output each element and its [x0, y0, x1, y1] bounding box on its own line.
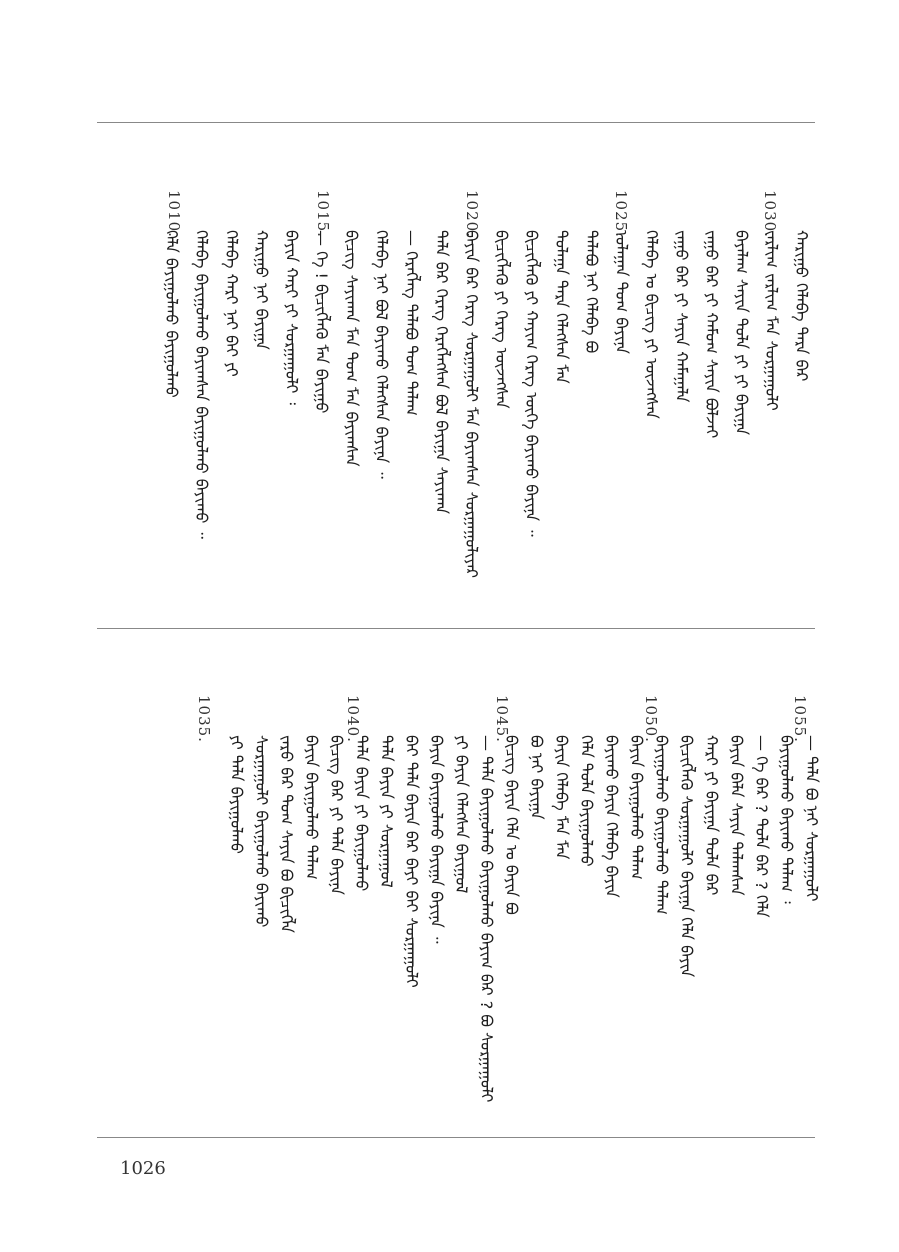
- line-number: 1015.: [314, 190, 332, 238]
- upper-text-panel: [97, 190, 815, 610]
- lower-text-panel: [97, 695, 821, 1115]
- verse-line: ᠪᠠᠶᠢᠨ ᠬᠠᠷᠢ ᠶᠢ ᠰᠤᠷᠭᠠᠭᠤᠯᠢ ᠄: [282, 230, 301, 405]
- verse-line: ᠬᠡᠯᠡᠪᠡ ᠨᠠᠢ ᠪᠤᠯ ᠪᠠᠶᠢᠬᠤ ᠬᠡᠯᠡᠭᠰᠡᠨ ᠪᠠᠶᠢᠨᠠ ᠃: [372, 230, 391, 479]
- verse-line: ᠪᠠᠶᠢᠨ ᠪᠠᠶᠢᠭᠤᠯᠬᠤ ᠲᠠᠯᠠᠭ: [302, 735, 321, 880]
- verse-line: ᠪᠢᠴᠢᠭ ᠪᠠᠶᠢᠨ ᠬᠡᠯᠡ ᠣ ᠪᠠᠶᠢᠨ ᠪᠤ: [502, 735, 521, 915]
- bottom-rule: [97, 1137, 815, 1138]
- verse-line: ᠪᠠᠶᠢᠬᠤ ᠪᠠᠶᠢᠨ ᠬᠡᠯᠡᠪᠡ ᠪᠠᠶᠢᠨ: [602, 735, 621, 898]
- verse-line: ᠬᠡᠯᠡ ᠪᠠᠶᠢᠭᠤᠯᠬᠤ ᠪᠠᠶᠢᠭᠤᠯᠬᠤ: [162, 230, 181, 398]
- verse-line: ᠪᠢᠴᠢᠭᠯᠡᠬᠦ ᠶᠢ ᠬᠠᠶᠢᠭ ᠬᠡᠷᠡᠭ ᠦᠭᠡ ᠪᠠᠶᠢᠬᠤ ᠪᠠᠶᠢᠨᠠ ᠃: [522, 230, 541, 537]
- line-number: 1045.: [493, 695, 511, 743]
- verse-line: ᠪᠢᠴᠢᠭ ᠰᠠᠶᠢᠬᠠᠨ ᠮᠠᠨ ᠲᠤᠭ ᠮᠠᠨ ᠪᠠᠶᠢᠭᠰᠠᠨ: [342, 230, 361, 467]
- verse-line: ᠪᠤ ᠨᠠᠢ ᠪᠠᠶᠢᠭᠠ: [527, 735, 546, 820]
- verse-line: ᠬᠡᠯᠡᠪᠡ ᠬᠠᠷᠢ ᠨᠠᠢ ᠪᠠᠢ ᠶᠢ: [222, 230, 241, 377]
- verse-line: ᠲᠠᠯᠠ ᠪᠡᠷ ᠬᠡᠷᠡᠭ ᠬᠡᠷᠡᠭᠯᠡᠭᠰᠡᠨ ᠪᠣᠯ ᠪᠠᠶᠢᠭᠠ ᠰᠠᠶᠢᠬᠠᠨ: [432, 230, 451, 515]
- verse-line: ᠪᠢᠴᠢᠭᠯᠡᠬᠦ ᠰᠤᠷᠭᠠᠭᠤᠯᠢ ᠪᠠᠶᠢᠭᠠ ᠬᠡᠯᠡ ᠪᠠᠶᠢᠨ: [677, 735, 696, 978]
- line-number: 1025.: [612, 190, 630, 238]
- verse-line: ᠪᠠᠶᠢᠨ ᠪᠡᠯᠡ ᠰᠠᠶᠢᠨ ᠲᠠᠯᠠᠭᠰᠠᠨ: [727, 735, 746, 896]
- line-number: 1040.: [344, 695, 362, 743]
- verse-line: ᠬᠡᠯᠡᠪᠡ ᠣ ᠪᠢᠴᠢᠭ ᠶᠢ ᠦᠵᠡᠭᠰᠡᠨ: [642, 230, 661, 419]
- verse-line: ᠪᠠᠶᠢᠭᠤᠯᠬᠤ ᠪᠠᠶᠢᠬᠤ ᠲᠠᠯᠠᠭ ᠄: [777, 735, 796, 904]
- verse-line: ᠬᠠᠷᠢᠭᠤ ᠬᠡᠯᠡᠪᠡ ᠲᠡᠷᠡ ᠪᠡᠷ: [792, 230, 811, 382]
- verse-line: — ᠬᠡ ᠪᠡᠷ ? ᠲᠤᠯᠠ ᠪᠡᠷ ? ᠬᠡᠯᠡ: [752, 735, 771, 918]
- page-number: 1026: [120, 1158, 166, 1179]
- verse-line: ᠪᠢᠴᠢᠭᠯᠡᠬᠦ ᠶᠢ ᠬᠡᠷᠡᠭ ᠦᠵᠡᠭᠰᠡᠨ: [492, 230, 511, 409]
- verse-line: ᠵᠠᠷᠤ ᠪᠡᠷ ᠲᠤᠭ ᠰᠠᠶᠢᠨ ᠪᠤ ᠪᠢᠴᠢᠭᠯᠡ: [277, 735, 296, 933]
- verse-line: ᠶᠢ ᠲᠠᠯᠠ ᠪᠠᠶᠢᠭᠤᠯᠬᠤ: [227, 735, 246, 854]
- verse-line: ᠪᠠᠶᠠᠯᠠᠭ ᠰᠠᠶᠢᠨ ᠲᠤᠯᠠ ᠶᠢ ᠶᠢ ᠪᠠᠶᠢᠭᠠ: [732, 230, 751, 436]
- verse-line: ᠵᠠᠷᠯᠢᠭ ᠵᠠᠷᠯᠢᠭ ᠮᠠᠨ ᠰᠤᠷᠭᠠᠭᠤᠯᠢ: [762, 230, 781, 411]
- verse-line: ᠤᠯᠠᠭᠠᠨ ᠲᠤᠭ ᠪᠠᠶᠢᠨᠠ: [612, 230, 631, 354]
- verse-line: — ᠲᠠᠯᠠ ᠪᠤ ᠨᠠᠢ ᠰᠤᠷᠭᠠᠭᠤᠯᠢ: [802, 735, 821, 902]
- line-number: 1030.: [761, 190, 779, 238]
- verse-line: ᠪᠠᠶᠢᠨ ᠪᠠᠶᠢᠭᠤᠯᠬᠤ ᠲᠠᠯᠠᠭ: [627, 735, 646, 880]
- verse-line: ᠶᠢ ᠪᠠᠶᠢᠨ ᠬᠡᠯᠡᠭᠰᠡᠨ ᠪᠠᠶᠢᠭᠤᠯ: [452, 735, 471, 894]
- line-number: 1010.: [165, 190, 183, 238]
- line-number: 1055.: [791, 695, 809, 743]
- middle-rule: [97, 628, 815, 629]
- verse-line: ᠪᠠᠶᠢᠨ ᠬᠡᠯᠡᠪᠡ ᠮᠠᠨ ᠮᠠᠨ: [552, 735, 571, 860]
- line-number: 1020.: [463, 190, 481, 238]
- verse-line: ᠵᠠᠭᠤ ᠪᠡᠷ ᠶᠢ ᠬᠠᠮᠤᠭ ᠰᠠᠶᠢᠨ ᠪᠣᠯᠵᠠᠢ: [702, 230, 721, 439]
- verse-line: — ᠬᠡᠷᠡᠭᠯᠡᠭ ᠲᠠᠯᠠᠪᠤ ᠲᠤᠭ ᠲᠠᠯᠠᠭ: [402, 230, 421, 416]
- verse-line: ᠬᠡᠯᠡ ᠲᠤᠯᠠ ᠪᠠᠶᠢᠭᠤᠯᠬᠤ: [577, 735, 596, 867]
- verse-line: ᠲᠠᠯᠠᠪᠤ ᠨᠠᠢ ᠬᠡᠯᠡᠪᠡ ᠪᠤ: [582, 230, 601, 354]
- verse-line: ᠲᠠᠯᠠ ᠪᠠᠶᠢᠨ ᠶᠢ ᠪᠠᠶᠢᠭᠤᠯᠬᠤ: [352, 735, 371, 892]
- verse-line: ᠪᠠᠶᠢᠨ ᠪᠠᠶᠢᠭᠤᠯᠬᠤ ᠪᠠᠶᠢᠭᠠ ᠪᠠᠶᠢᠨᠠ ᠃: [427, 735, 446, 944]
- line-number: 1050.: [642, 695, 660, 743]
- top-rule: [97, 122, 815, 123]
- verse-line: ᠰᠤᠷᠭᠠᠭᠤᠯᠢ ᠪᠠᠶᠢᠭᠤᠯᠬᠤ ᠪᠠᠶᠢᠬᠤ: [252, 735, 271, 928]
- line-number: 1035.: [195, 695, 213, 743]
- verse-line: ᠪᠢᠴᠢᠭ ᠪᠡᠷ ᠶᠢ ᠲᠠᠯᠠ ᠪᠠᠶᠢᠨᠠ: [327, 735, 346, 895]
- verse-line: ᠬᠠᠷᠢᠭᠤ ᠨᠠᠢ ᠪᠠᠶᠢᠭᠠ: [252, 230, 271, 350]
- verse-line: ᠪᠠᠢ ᠲᠠᠯᠠ ᠪᠠᠶᠢᠨ ᠪᠡᠷ ᠪᠠᠶᠢ ᠪᠠᠢ ᠰᠤᠷᠭᠠᠭᠤᠯᠢ: [402, 735, 421, 988]
- verse-line: — ᠬᠡ ! ᠪᠢᠴᠢᠭᠯᠡᠬᠦ ᠮᠠᠨ ᠪᠠᠶᠢᠭᠤ: [312, 230, 331, 414]
- verse-line: ᠬᠠᠷᠢ ᠶᠢ ᠪᠠᠶᠢᠭᠠ ᠲᠤᠯᠠ ᠪᠡᠷ: [702, 735, 721, 896]
- verse-line: ᠬᠡᠯᠡᠪᠡ ᠪᠠᠶᠢᠭᠤᠯᠬᠤ ᠪᠠᠶᠢᠭᠰᠠᠨ ᠪᠠᠶᠢᠭᠤᠯᠬᠤ ᠪᠠᠶᠢᠬᠤ ᠃: [192, 230, 211, 539]
- verse-line: ᠲᠠᠯᠠ ᠪᠠᠶᠢᠨ ᠶᠢ ᠰᠤᠷᠭᠠᠭᠤᠯ: [377, 735, 396, 888]
- verse-line: ᠪᠠᠶᠢᠨ ᠪᠡᠷ ᠬᠡᠷᠡᠭ ᠰᠤᠷᠭᠠᠭᠤᠯᠢ ᠮᠠᠨ ᠪᠠᠶᠢᠭᠰᠠᠨ ᠰᠤᠷᠭᠠᠭᠤᠯᠢᠶᠠᠷ: [462, 230, 481, 579]
- verse-line: ᠵᠠᠭᠤ ᠪᠡᠷ ᠶᠢ ᠰᠠᠶᠢᠨ ᠬᠠᠮᠠᠭᠠᠯᠠ: [672, 230, 691, 403]
- verse-line: ᠪᠠᠶᠢᠭᠤᠯᠬᠤ ᠪᠠᠶᠢᠭᠤᠯᠬᠤ ᠲᠠᠯᠠᠭ: [652, 735, 671, 915]
- verse-line: ᠲᠤᠯᠠᠭᠠ ᠲᠡᠷᠡ ᠬᠡᠯᠡᠭᠰᠡᠨ ᠮᠠᠨ: [552, 230, 571, 384]
- verse-line: — ᠲᠠᠯᠠ ᠪᠠᠶᠢᠭᠤᠯᠬᠤ ᠪᠠᠶᠢᠭᠤᠯᠬᠤ ᠪᠠᠶᠢᠭ ᠪᠡᠷ ? ᠪᠤ ᠰᠤᠷᠭᠠᠭᠤᠯᠢ: [477, 735, 496, 1103]
